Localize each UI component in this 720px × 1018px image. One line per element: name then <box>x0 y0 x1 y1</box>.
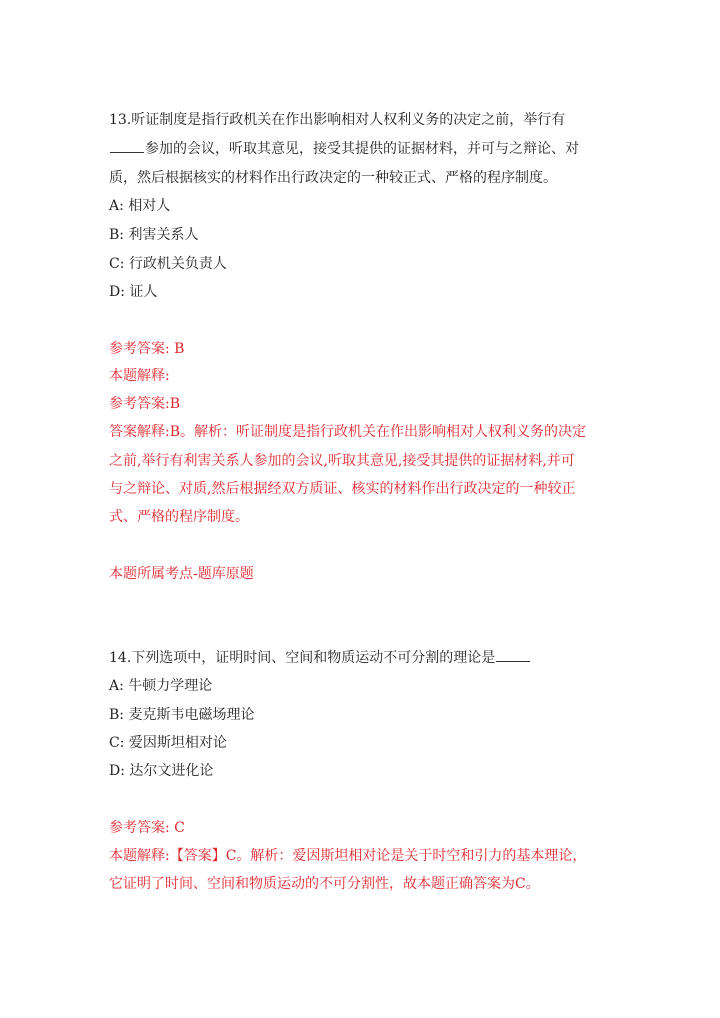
q13-option-d: D: 证人 <box>109 284 158 300</box>
q14-option-b: B: 麦克斯韦电磁场理论 <box>109 707 255 723</box>
q13-answer-repeat: 参考答案:B <box>109 396 181 412</box>
q14-option-d: D: 达尔文进化论 <box>109 763 214 779</box>
q14-stem-text: 14.下列选项中，证明时间、空间和物质运动不可分割的理论是 <box>109 650 496 666</box>
q13-stem-line2-text: 参加的会议，听取其意见，接受其提供的证据材料，并可与之辩论、对 <box>145 141 579 157</box>
q13-explanation-line4: 式、严格的程序制度。 <box>109 509 249 525</box>
q14-option-c: C: 爱因斯坦相对论 <box>109 735 227 751</box>
q13-stem-line1: 13.听证制度是指行政机关在作出影响相对人权利义务的决定之前，举行有 <box>109 112 566 128</box>
q14-answer: 参考答案: C <box>109 820 185 836</box>
q14-stem <box>109 648 531 668</box>
q14-explanation-line1: 本题解释:【答案】C。解析：爱因斯坦相对论是关于时空和引力的基本理论， <box>109 848 587 864</box>
q13-stem-line3: 质，然后根据核实的材料作出行政决定的一种较正式、严格的程序制度。 <box>109 170 557 186</box>
q13-option-b: B: 利害关系人 <box>109 227 199 243</box>
q13-explanation-label: 本题解释: <box>109 368 170 384</box>
q13-option-a: A: 相对人 <box>109 198 171 214</box>
q13-stem-line2 <box>109 139 579 159</box>
answer-blank <box>110 140 144 153</box>
answer-blank <box>496 649 530 662</box>
q13-explanation-line2: 之前,举行有利害关系人参加的会议,听取其意见,接受其提供的证据材料,并可 <box>109 453 575 469</box>
q13-answer: 参考答案: B <box>109 341 185 357</box>
q13-source: 本题所属考点-题库原题 <box>109 566 254 582</box>
q13-explanation-line1: 答案解释:B。解析：听证制度是指行政机关在作出影响相对人权利义务的决定 <box>109 424 587 440</box>
q13-option-c: C: 行政机关负责人 <box>109 256 227 272</box>
q14-explanation-line2: 它证明了时间、空间和物质运动的不可分割性，故本题正确答案为C。 <box>109 876 540 892</box>
q13-explanation-line3: 与之辩论、对质,然后根据经双方质证、核实的材料作出行政决定的一种较正 <box>109 481 576 497</box>
q14-option-a: A: 牛顿力学理论 <box>109 678 213 694</box>
